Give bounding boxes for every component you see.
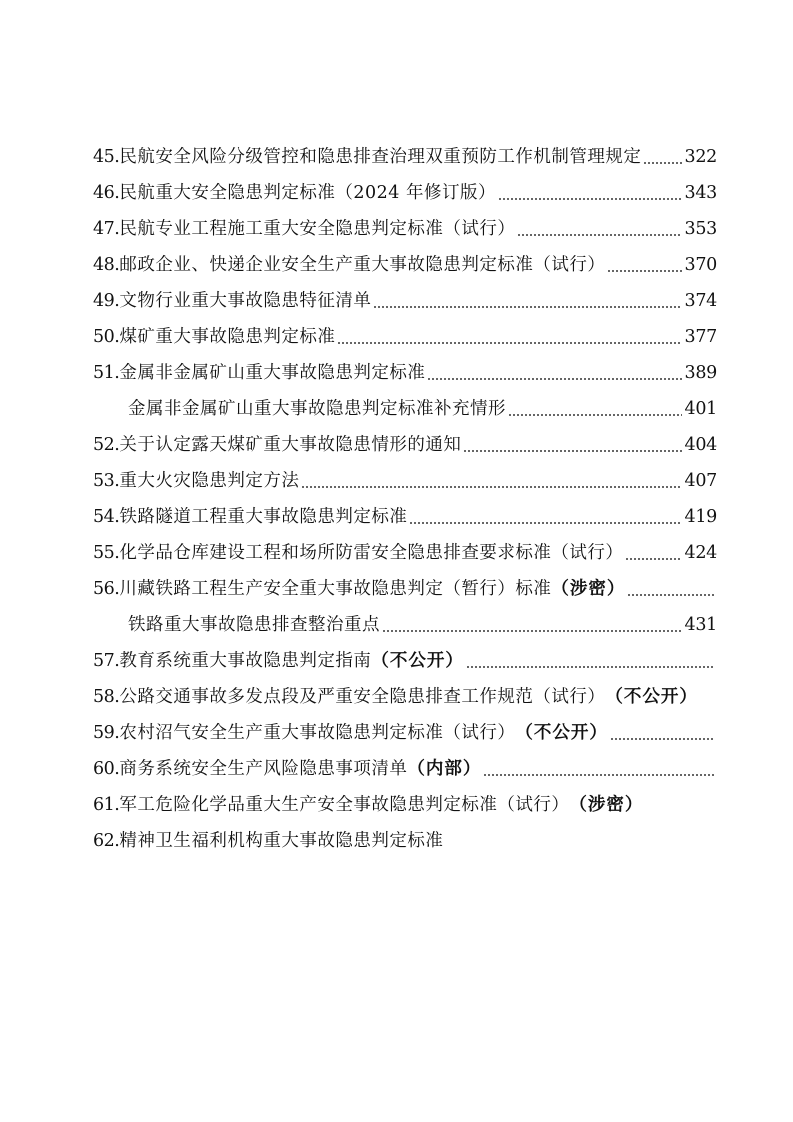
entry-number: 57. [93, 651, 120, 671]
entry-title: 文物行业重大事故隐患特征清单 [119, 291, 372, 311]
entry-number: 59. [93, 723, 120, 743]
entry-number: 50. [93, 327, 120, 347]
dot-leader [337, 342, 682, 344]
dot-leader [607, 270, 682, 272]
entry-tag: （不公开） [515, 723, 608, 743]
entry-number: 49. [93, 291, 120, 311]
entry-page-number: 353 [684, 219, 717, 239]
entry-number: 54. [93, 507, 120, 527]
entry-number: 45. [93, 147, 120, 167]
entry-title: 民航重大安全隐患判定标准（2024 年修订版） [119, 183, 496, 203]
dot-leader [409, 522, 682, 524]
entry-title: 民航专业工程施工重大安全隐患判定标准（试行） [119, 219, 516, 239]
entry-number: 55. [93, 543, 120, 563]
entry-page-number: 377 [684, 327, 717, 347]
toc-entry[interactable] [93, 247, 717, 283]
entry-page-number: 424 [684, 543, 717, 563]
dot-leader [382, 630, 682, 632]
toc-entry[interactable] [93, 607, 717, 643]
toc-entry[interactable] [93, 823, 717, 859]
entry-title: 铁路重大事故隐患排查整治重点 [128, 615, 380, 635]
entry-number: 52. [93, 435, 120, 455]
entry-page-number: 407 [684, 471, 717, 491]
entry-number: 48. [93, 255, 120, 275]
entry-title: 重大火灾隐患判定方法 [119, 471, 300, 491]
dot-leader [373, 306, 682, 308]
dot-leader [508, 414, 682, 416]
toc-entry[interactable] [93, 319, 717, 355]
entry-page-number: 431 [684, 615, 717, 635]
toc-entry[interactable] [93, 535, 717, 571]
dot-leader [643, 162, 682, 164]
entry-number: 58. [93, 687, 120, 707]
toc-entry[interactable] [93, 751, 717, 787]
toc-entry[interactable] [93, 355, 717, 391]
dot-leader [517, 234, 682, 236]
dot-leader [463, 450, 682, 452]
entry-title: 军工危险化学品重大生产安全事故隐患判定标准（试行） [119, 795, 570, 815]
dot-leader [301, 486, 682, 488]
table-of-contents [93, 139, 717, 859]
entry-page-number: 322 [684, 147, 717, 167]
entry-title: 煤矿重大事故隐患判定标准 [119, 327, 336, 347]
entry-title: 教育系统重大事故隐患判定指南 [119, 651, 372, 671]
toc-entry[interactable] [93, 211, 717, 247]
entry-tag: （涉密） [551, 579, 626, 599]
toc-entry[interactable] [93, 175, 717, 211]
entry-number: 51. [93, 363, 120, 383]
entry-page-number: 370 [684, 255, 717, 275]
entry-title: 化学品仓库建设工程和场所防雷安全隐患排查要求标准（试行） [119, 543, 624, 563]
entry-page-number: 343 [684, 183, 717, 203]
entry-tag: （不公开） [371, 651, 464, 671]
entry-page-number: 401 [684, 399, 717, 419]
dot-leader [610, 738, 715, 740]
toc-entry[interactable] [93, 679, 717, 715]
toc-entry[interactable] [93, 463, 717, 499]
entry-tag: （涉密） [569, 795, 644, 815]
dot-leader [466, 666, 715, 668]
entry-number: 61. [93, 795, 120, 815]
entry-number: 46. [93, 183, 120, 203]
dot-leader [498, 198, 683, 200]
entry-page-number: 404 [684, 435, 717, 455]
dot-leader [627, 594, 715, 596]
toc-entry[interactable] [93, 787, 717, 823]
entry-page-number: 419 [684, 507, 717, 527]
entry-title: 川藏铁路工程生产安全重大事故隐患判定（暂行）标准 [119, 579, 552, 599]
dot-leader [625, 558, 682, 560]
toc-entry[interactable] [93, 499, 717, 535]
entry-number: 53. [93, 471, 120, 491]
dot-leader [483, 774, 715, 776]
entry-number: 47. [93, 219, 120, 239]
entry-number: 60. [93, 759, 120, 779]
toc-entry[interactable] [93, 715, 717, 751]
entry-tag: （内部） [407, 759, 482, 779]
dot-leader [427, 378, 682, 380]
toc-entry[interactable] [93, 427, 717, 463]
toc-entry[interactable] [93, 391, 717, 427]
entry-page-number: 389 [684, 363, 717, 383]
entry-number: 56. [93, 579, 120, 599]
entry-title: 精神卫生福利机构重大事故隐患判定标准 [119, 831, 444, 851]
entry-title: 金属非金属矿山重大事故隐患判定标准 [119, 363, 426, 383]
entry-title: 民航安全风险分级管控和隐患排查治理双重预防工作机制管理规定 [119, 147, 642, 167]
entry-title: 公路交通事故多发点段及严重安全隐患排查工作规范（试行） [119, 687, 606, 707]
entry-tag: （不公开） [605, 687, 698, 707]
toc-entry[interactable] [93, 643, 717, 679]
entry-title: 农村沼气安全生产重大事故隐患判定标准（试行） [119, 723, 516, 743]
toc-entry[interactable] [93, 139, 717, 175]
entry-title: 金属非金属矿山重大事故隐患判定标准补充情形 [128, 399, 506, 419]
entry-title: 铁路隧道工程重大事故隐患判定标准 [119, 507, 408, 527]
entry-title: 商务系统安全生产风险隐患事项清单 [119, 759, 408, 779]
toc-entry[interactable] [93, 283, 717, 319]
entry-page-number: 374 [684, 291, 717, 311]
entry-title: 邮政企业、快递企业安全生产重大事故隐患判定标准（试行） [119, 255, 606, 275]
toc-entry[interactable] [93, 571, 717, 607]
entry-title: 关于认定露天煤矿重大事故隐患情形的通知 [119, 435, 462, 455]
entry-number: 62. [93, 831, 120, 851]
